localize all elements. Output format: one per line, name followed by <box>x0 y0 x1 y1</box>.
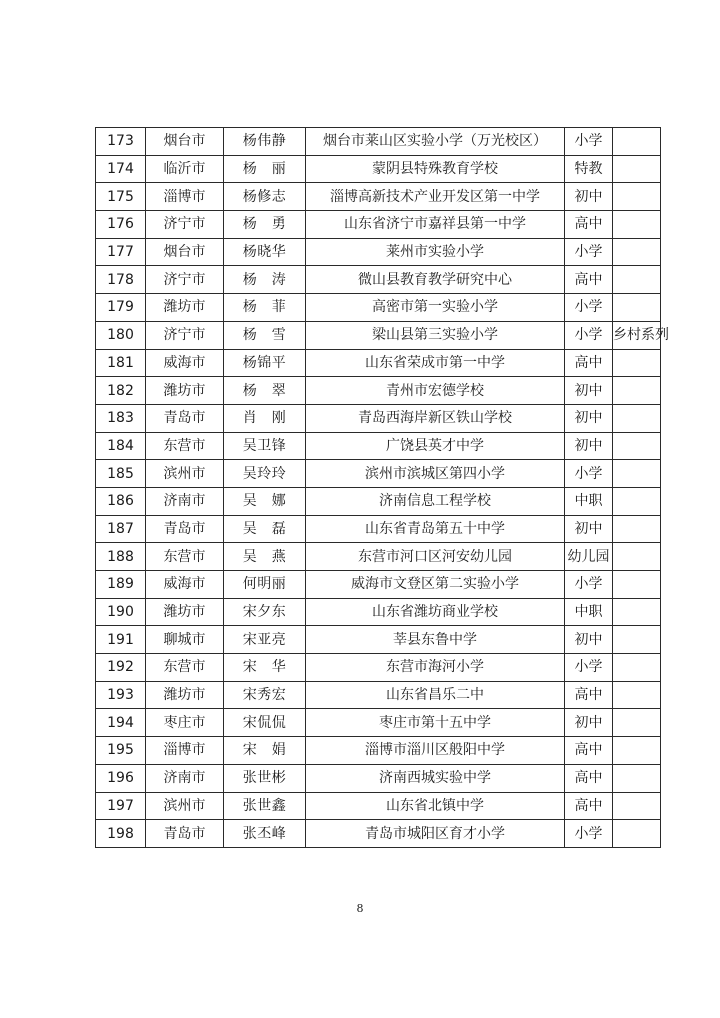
note-cell <box>613 404 661 432</box>
school-level-cell: 小学 <box>565 238 613 266</box>
school-cell: 青岛市城阳区育才小学 <box>306 820 565 848</box>
row-number-cell: 186 <box>96 487 146 515</box>
note-cell <box>613 681 661 709</box>
school-cell: 东营市海河小学 <box>306 654 565 682</box>
table-row <box>96 183 661 211</box>
school-level-cell: 小学 <box>565 460 613 488</box>
table-row <box>96 764 661 792</box>
school-cell: 微山县教育教学研究中心 <box>306 266 565 294</box>
school-level-cell: 高中 <box>565 266 613 294</box>
teacher-name-cell: 吴 燕 <box>224 543 306 571</box>
city-cell: 济宁市 <box>146 266 224 294</box>
city-cell: 烟台市 <box>146 238 224 266</box>
school-level-cell: 小学 <box>565 321 613 349</box>
school-level-cell: 初中 <box>565 709 613 737</box>
note-cell <box>613 294 661 322</box>
table-row <box>96 681 661 709</box>
city-cell: 潍坊市 <box>146 294 224 322</box>
table-row <box>96 543 661 571</box>
school-cell: 威海市文登区第二实验小学 <box>306 571 565 599</box>
note-cell <box>613 183 661 211</box>
table-row <box>96 211 661 239</box>
row-number-cell: 189 <box>96 571 146 599</box>
city-cell: 潍坊市 <box>146 598 224 626</box>
city-cell: 淄博市 <box>146 183 224 211</box>
teacher-name-cell: 杨锦平 <box>224 349 306 377</box>
row-number-cell: 173 <box>96 128 146 156</box>
teacher-name-cell: 杨修志 <box>224 183 306 211</box>
school-cell: 淄博市淄川区般阳中学 <box>306 737 565 765</box>
row-number-cell: 191 <box>96 626 146 654</box>
row-number-cell: 193 <box>96 681 146 709</box>
table-row <box>96 571 661 599</box>
school-level-cell: 高中 <box>565 211 613 239</box>
school-level-cell: 小学 <box>565 128 613 156</box>
school-cell: 青岛西海岸新区铁山学校 <box>306 404 565 432</box>
roster-table-body <box>96 128 669 848</box>
note-cell <box>613 211 661 239</box>
teacher-name-cell: 吴 娜 <box>224 487 306 515</box>
row-number-cell: 181 <box>96 349 146 377</box>
school-level-cell: 初中 <box>565 515 613 543</box>
teacher-name-cell: 何明丽 <box>224 571 306 599</box>
teacher-name-cell: 杨 雪 <box>224 321 306 349</box>
school-cell: 滨州市滨城区第四小学 <box>306 460 565 488</box>
teacher-name-cell: 杨 丽 <box>224 155 306 183</box>
city-cell: 滨州市 <box>146 792 224 820</box>
table-row <box>96 294 661 322</box>
row-number-cell: 178 <box>96 266 146 294</box>
city-cell: 东营市 <box>146 543 224 571</box>
note-cell <box>613 377 661 405</box>
table-row <box>96 155 661 183</box>
note-cell <box>613 626 661 654</box>
school-level-cell: 初中 <box>565 404 613 432</box>
row-number-cell: 187 <box>96 515 146 543</box>
note-cell <box>613 155 661 183</box>
table-row <box>96 626 661 654</box>
row-number-cell: 198 <box>96 820 146 848</box>
note-cell <box>613 792 661 820</box>
row-number-cell: 183 <box>96 404 146 432</box>
school-cell: 莘县东鲁中学 <box>306 626 565 654</box>
school-cell: 山东省荣成市第一中学 <box>306 349 565 377</box>
table-row <box>96 321 661 349</box>
school-cell: 济南信息工程学校 <box>306 487 565 515</box>
school-cell: 青州市宏德学校 <box>306 377 565 405</box>
row-number-cell: 174 <box>96 155 146 183</box>
note-cell <box>613 709 661 737</box>
city-cell: 青岛市 <box>146 404 224 432</box>
school-cell: 山东省昌乐二中 <box>306 681 565 709</box>
school-cell: 梁山县第三实验小学 <box>306 321 565 349</box>
city-cell: 烟台市 <box>146 128 224 156</box>
table-row <box>96 349 661 377</box>
school-cell: 东营市河口区河安幼儿园 <box>306 543 565 571</box>
table-row <box>96 792 661 820</box>
school-level-cell: 小学 <box>565 294 613 322</box>
city-cell: 聊城市 <box>146 626 224 654</box>
table-row <box>96 598 661 626</box>
city-cell: 东营市 <box>146 432 224 460</box>
school-level-cell: 小学 <box>565 820 613 848</box>
note-cell <box>613 515 661 543</box>
teacher-name-cell: 肖 刚 <box>224 404 306 432</box>
row-number-cell: 190 <box>96 598 146 626</box>
school-level-cell: 小学 <box>565 654 613 682</box>
note-cell <box>613 349 661 377</box>
table-row <box>96 820 661 848</box>
table-row <box>96 487 661 515</box>
row-number-cell: 179 <box>96 294 146 322</box>
note-cell <box>613 128 661 156</box>
table-row <box>96 128 661 156</box>
school-level-cell: 高中 <box>565 764 613 792</box>
city-cell: 济宁市 <box>146 321 224 349</box>
school-level-cell: 高中 <box>565 349 613 377</box>
row-number-cell: 176 <box>96 211 146 239</box>
teacher-name-cell: 张世鑫 <box>224 792 306 820</box>
teacher-name-cell: 杨 翠 <box>224 377 306 405</box>
note-cell <box>613 487 661 515</box>
note-cell <box>613 432 661 460</box>
table-row <box>96 238 661 266</box>
teacher-name-cell: 吴卫锋 <box>224 432 306 460</box>
table-row <box>96 709 661 737</box>
city-cell: 济南市 <box>146 487 224 515</box>
school-level-cell: 高中 <box>565 737 613 765</box>
row-number-cell: 197 <box>96 792 146 820</box>
city-cell: 淄博市 <box>146 737 224 765</box>
note-cell <box>613 238 661 266</box>
table-row <box>96 432 661 460</box>
note-cell: 乡村系列 <box>613 321 661 349</box>
school-level-cell: 特教 <box>565 155 613 183</box>
city-cell: 济南市 <box>146 764 224 792</box>
note-cell <box>613 820 661 848</box>
teacher-name-cell: 吴 磊 <box>224 515 306 543</box>
teacher-name-cell: 杨晓华 <box>224 238 306 266</box>
school-level-cell: 高中 <box>565 681 613 709</box>
teacher-name-cell: 宋夕东 <box>224 598 306 626</box>
city-cell: 滨州市 <box>146 460 224 488</box>
table-row <box>96 654 661 682</box>
teacher-name-cell: 吴玲玲 <box>224 460 306 488</box>
note-cell <box>613 460 661 488</box>
row-number-cell: 180 <box>96 321 146 349</box>
row-number-cell: 177 <box>96 238 146 266</box>
row-number-cell: 194 <box>96 709 146 737</box>
school-cell: 山东省青岛第五十中学 <box>306 515 565 543</box>
city-cell: 枣庄市 <box>146 709 224 737</box>
teacher-name-cell: 宋亚亮 <box>224 626 306 654</box>
note-cell <box>613 543 661 571</box>
school-cell: 山东省北镇中学 <box>306 792 565 820</box>
row-number-cell: 185 <box>96 460 146 488</box>
note-cell <box>613 654 661 682</box>
row-number-cell: 195 <box>96 737 146 765</box>
school-cell: 广饶县英才中学 <box>306 432 565 460</box>
teacher-name-cell: 杨 菲 <box>224 294 306 322</box>
city-cell: 潍坊市 <box>146 377 224 405</box>
city-cell: 青岛市 <box>146 820 224 848</box>
table-row <box>96 460 661 488</box>
note-cell <box>613 737 661 765</box>
school-cell: 蒙阴县特殊教育学校 <box>306 155 565 183</box>
teacher-name-cell: 宋侃侃 <box>224 709 306 737</box>
school-cell: 山东省潍坊商业学校 <box>306 598 565 626</box>
city-cell: 青岛市 <box>146 515 224 543</box>
school-level-cell: 初中 <box>565 626 613 654</box>
row-number-cell: 196 <box>96 764 146 792</box>
note-cell <box>613 266 661 294</box>
school-cell: 山东省济宁市嘉祥县第一中学 <box>306 211 565 239</box>
school-level-cell: 初中 <box>565 183 613 211</box>
city-cell: 威海市 <box>146 571 224 599</box>
school-cell: 莱州市实验小学 <box>306 238 565 266</box>
teacher-name-cell: 宋 娟 <box>224 737 306 765</box>
school-level-cell: 初中 <box>565 432 613 460</box>
note-cell <box>613 764 661 792</box>
note-cell <box>613 598 661 626</box>
school-cell: 高密市第一实验小学 <box>306 294 565 322</box>
row-number-cell: 184 <box>96 432 146 460</box>
city-cell: 济宁市 <box>146 211 224 239</box>
row-number-cell: 175 <box>96 183 146 211</box>
teacher-name-cell: 杨伟静 <box>224 128 306 156</box>
table-row <box>96 737 661 765</box>
roster-table <box>95 127 669 848</box>
teacher-name-cell: 宋秀宏 <box>224 681 306 709</box>
school-cell: 烟台市莱山区实验小学（万光校区） <box>306 128 565 156</box>
row-number-cell: 182 <box>96 377 146 405</box>
teacher-name-cell: 张丕峰 <box>224 820 306 848</box>
school-cell: 淄博高新技术产业开发区第一中学 <box>306 183 565 211</box>
city-cell: 威海市 <box>146 349 224 377</box>
table-row <box>96 266 661 294</box>
school-level-cell: 小学 <box>565 571 613 599</box>
teacher-name-cell: 宋 华 <box>224 654 306 682</box>
city-cell: 东营市 <box>146 654 224 682</box>
school-level-cell: 初中 <box>565 377 613 405</box>
row-number-cell: 192 <box>96 654 146 682</box>
table-row <box>96 377 661 405</box>
school-cell: 济南西城实验中学 <box>306 764 565 792</box>
city-cell: 潍坊市 <box>146 681 224 709</box>
school-level-cell: 中职 <box>565 487 613 515</box>
city-cell: 临沂市 <box>146 155 224 183</box>
school-cell: 枣庄市第十五中学 <box>306 709 565 737</box>
school-level-cell: 中职 <box>565 598 613 626</box>
page-number: 8 <box>356 902 364 915</box>
table-row <box>96 515 661 543</box>
note-cell <box>613 571 661 599</box>
school-level-cell: 高中 <box>565 792 613 820</box>
school-level-cell: 幼儿园 <box>565 543 613 571</box>
row-number-cell: 188 <box>96 543 146 571</box>
teacher-name-cell: 杨 勇 <box>224 211 306 239</box>
teacher-name-cell: 杨 涛 <box>224 266 306 294</box>
teacher-name-cell: 张世彬 <box>224 764 306 792</box>
table-row <box>96 404 661 432</box>
